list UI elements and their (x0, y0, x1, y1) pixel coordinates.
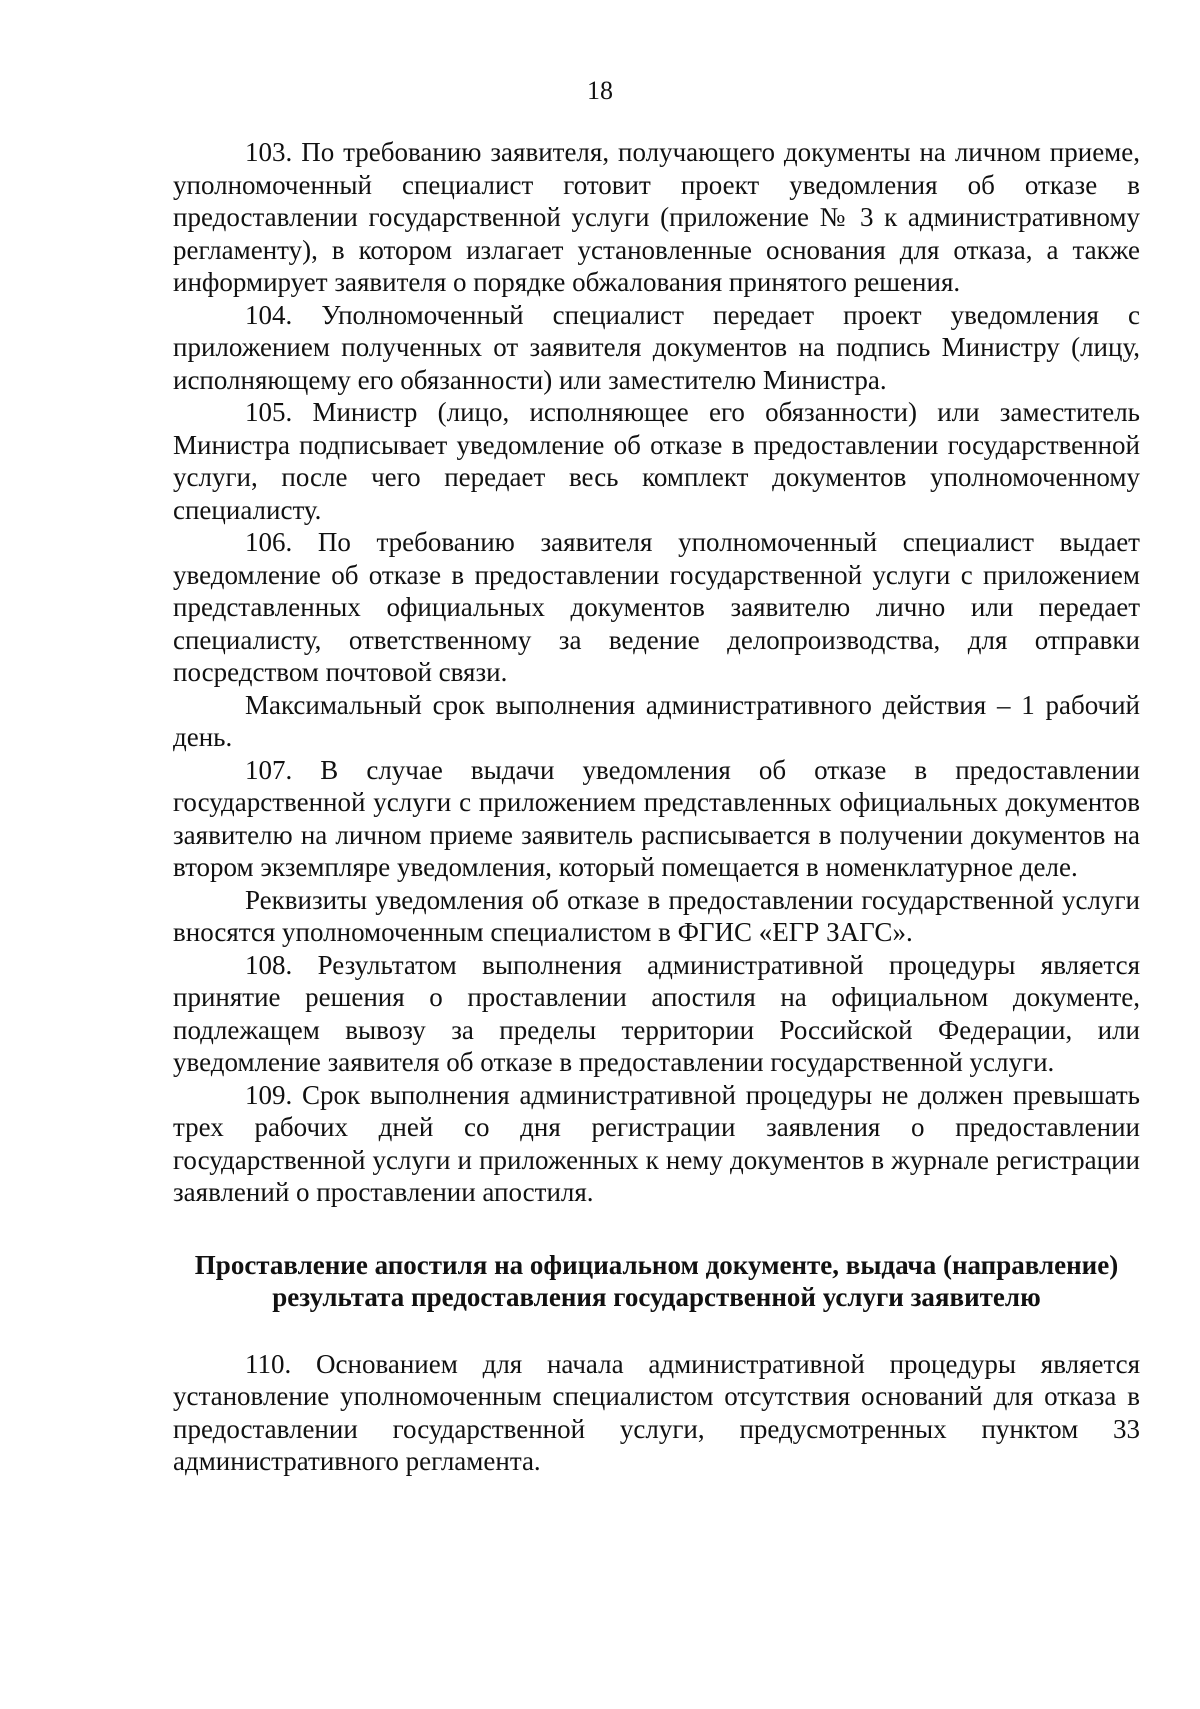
paragraph-104: 104. Уполномоченный специалист передает проект уведомления с приложением полученных от заявителя документов на подпись Министру (лицу, исполняющему его обязанности) или заместителю Министра. (173, 299, 1140, 395)
paragraph-106: 106. По требованию заявителя уполномоченный специалист выдает уведомление об отказе в предоставлении государственной услуги с приложением представленных официальных документов заявителю лично или передает специалисту, ответственному за ведение делопроизводства, для отправки посредством почтовой связи. (173, 527, 1140, 687)
section-heading-line-2: результата предоставления государственной услуги заявителю (272, 1282, 1041, 1312)
section-heading (173, 1249, 1140, 1314)
paragraph-109: 109. Срок выполнения административной процедуры не должен превышать трех рабочих дней со дня регистрации заявления о предоставлении государственной услуги и приложенных к нему документов в журнале регистрации заявлений о проставлении апостиля. (173, 1079, 1140, 1207)
paragraph-max-term: Максимальный срок выполнения административного действия – 1 рабочий день. (173, 689, 1140, 752)
paragraph-107: 107. В случае выдачи уведомления об отказе в предоставлении государственной услуги с приложением представленных официальных документов заявителю на личном приеме заявитель расписывается в получении документов на втором экземпляре уведомления, который помещается в номенклатурное деле. (173, 754, 1140, 882)
paragraph-requisites: Реквизиты уведомления об отказе в предоставлении государственной услуги вносятся уполномоченным специалистом в ФГИС «ЕГР ЗАГС». (173, 884, 1140, 947)
paragraph-103: 103. По требованию заявителя, получающего документы на личном приеме, уполномоченный специалист готовит проект уведомления об отказе в предоставлении государственной услуги (приложение № 3 к административному регламенту), в котором излагает установленные основания для отказа, а также информирует заявителя о порядке обжалования принятого решения. (173, 137, 1140, 297)
document-body (173, 136, 1140, 1478)
paragraph-110: 110. Основанием для начала административной процедуры является установление уполномоченным специалистом отсутствия оснований для отказа в предоставлении государственной услуги, предусмотренных пунктом 33 административного регламента. (173, 1348, 1140, 1476)
page-number: 18 (587, 76, 613, 105)
section-heading-line-1: Проставление апостиля на официальном документе, выдача (направление) (194, 1249, 1119, 1280)
paragraph-108: 108. Результатом выполнения административной процедуры является принятие решения о проставлении апостиля на официальном документе, подлежащем вывозу за пределы территории Российской Федерации, или уведомление заявителя об отказе в предоставлении государственной услуги. (173, 949, 1140, 1077)
paragraph-105: 105. Министр (лицо, исполняющее его обязанности) или заместитель Министра подписывает уведомление об отказе в предоставлении государственной услуги, после чего передает весь комплект документов уполномоченному специалисту. (173, 397, 1140, 525)
